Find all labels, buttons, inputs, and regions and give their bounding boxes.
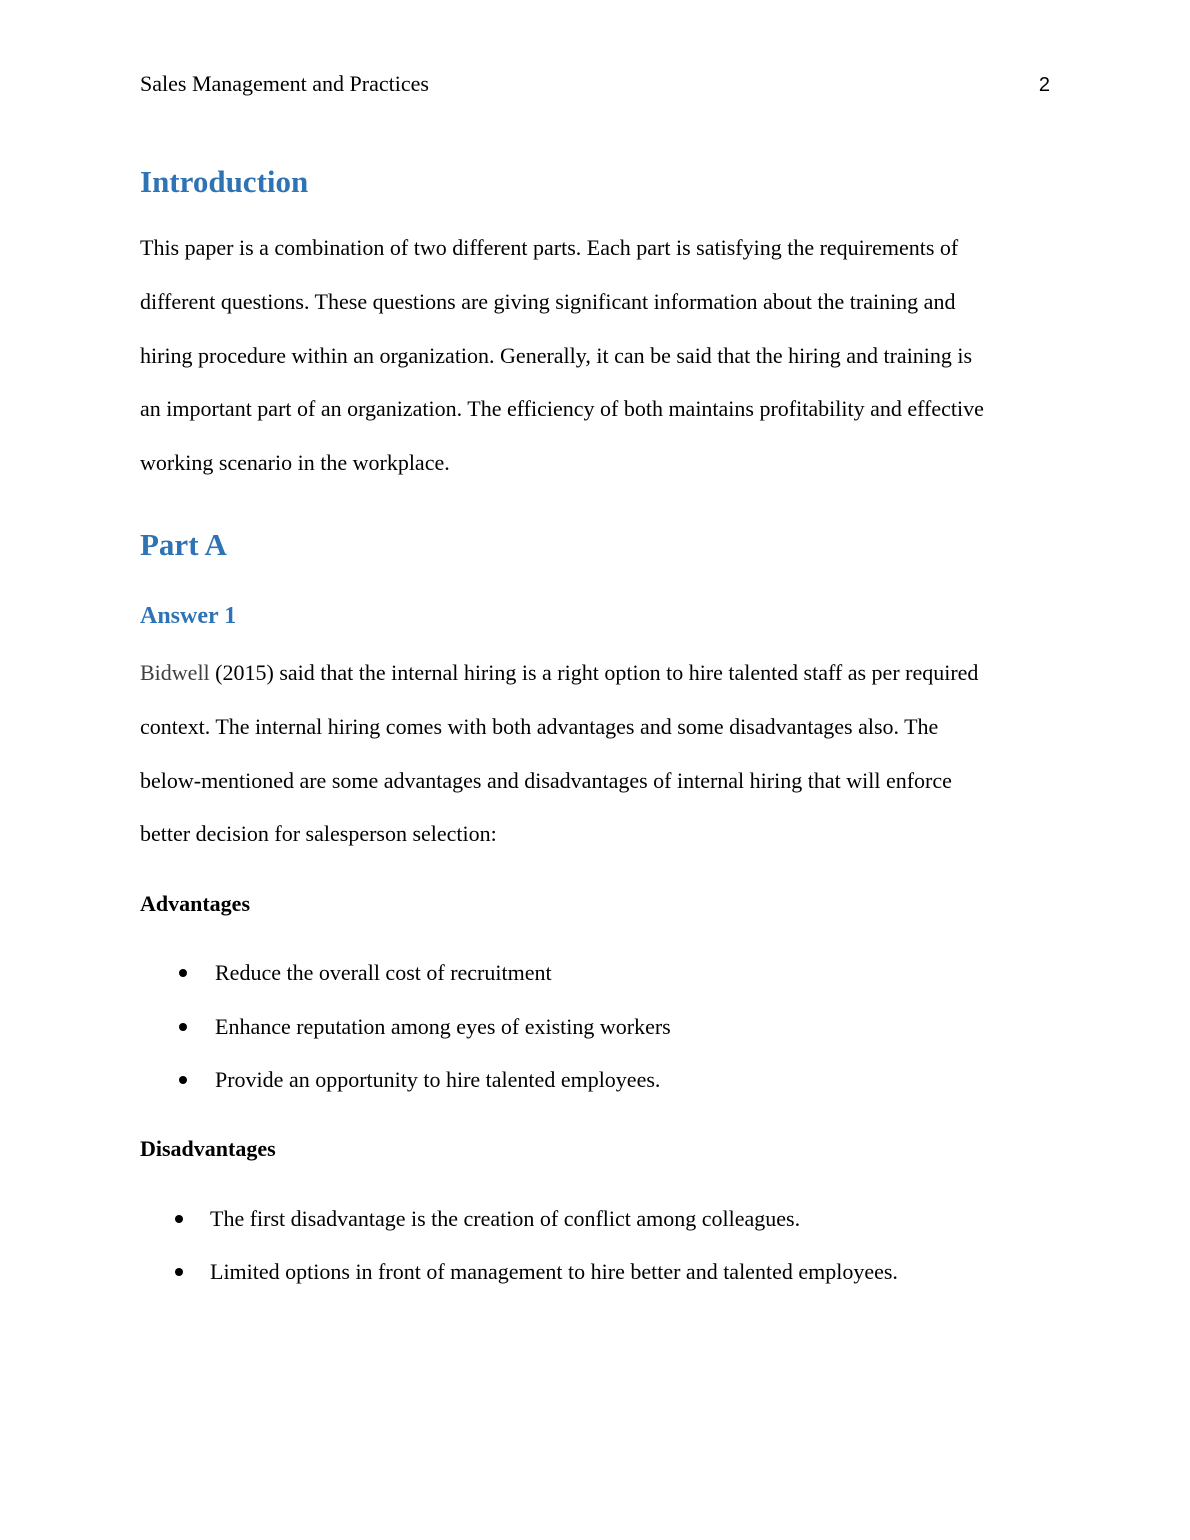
- paragraph-line: hiring procedure within an organization. Generally, it can be said that the hiring and training is: [140, 342, 973, 368]
- paragraph-line: better decision for salesperson selection:: [140, 821, 497, 847]
- paragraph-line: This paper is a combination of two different parts. Each part is satisfying the requirements of: [140, 235, 959, 260]
- list-item-text: The first disadvantage is the creation of conflict among colleagues.: [210, 1206, 801, 1231]
- list-item: [0, 1205, 1190, 1233]
- paragraph-line-text: (2015) said that the internal hiring is a right option to hire talented staff as per required: [209, 660, 979, 685]
- bullet-icon: [179, 1076, 187, 1084]
- list-item: [0, 1258, 1190, 1286]
- list-item: [0, 1066, 1190, 1094]
- part-a-heading: Part A: [140, 527, 227, 562]
- list-item-text: Provide an opportunity to hire talented employees.: [215, 1067, 661, 1092]
- paragraph-line: an important part of an organization. The efficiency of both maintains profitability and effective: [140, 396, 984, 422]
- introduction-heading: Introduction: [140, 164, 309, 199]
- paragraph-line: [140, 659, 1050, 713]
- answer-1-heading: Answer 1: [140, 603, 237, 629]
- page-number: 2: [1038, 74, 1050, 96]
- introduction-paragraph: [140, 234, 1050, 503]
- paragraph-line: below-mentioned are some advantages and disadvantages of internal hiring that will enforce: [140, 767, 952, 793]
- list-item-text: Limited options in front of management to hire better and talented employees.: [210, 1259, 898, 1284]
- bullet-icon: [179, 969, 187, 977]
- bullet-icon: [179, 1023, 187, 1031]
- list-item: [0, 1013, 1190, 1041]
- advantages-heading: Advantages: [140, 891, 251, 916]
- paragraph-line: context. The internal hiring comes with both advantages and some disadvantages also. The: [140, 713, 939, 739]
- bullet-icon: [175, 1268, 183, 1276]
- bullet-icon: [175, 1215, 183, 1223]
- list-item-text: Enhance reputation among eyes of existing workers: [215, 1014, 671, 1039]
- disadvantages-heading: Disadvantages: [140, 1136, 276, 1161]
- paragraph-line: working scenario in the workplace.: [140, 450, 450, 475]
- citation-author: Bidwell: [140, 660, 210, 685]
- list-item-text: Reduce the overall cost of recruitment: [215, 960, 552, 985]
- running-header-title: Sales Management and Practices: [140, 71, 429, 96]
- answer-1-paragraph: [140, 659, 1050, 874]
- list-item: [0, 959, 1190, 987]
- paragraph-line: different questions. These questions are giving significant information about the training and: [140, 288, 956, 314]
